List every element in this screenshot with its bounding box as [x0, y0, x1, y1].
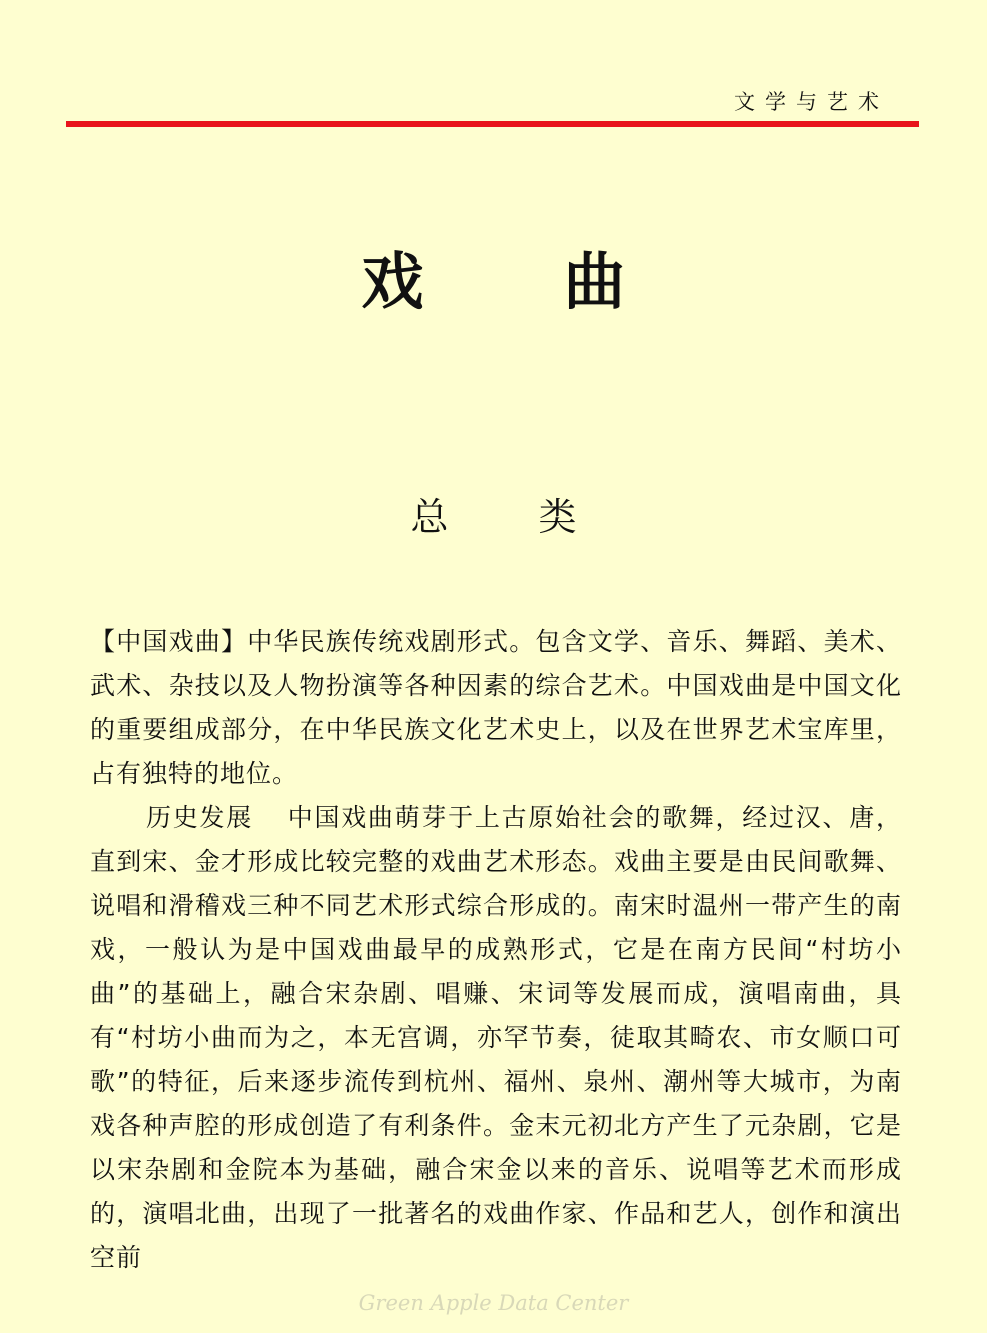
entry-definition-paragraph — [90, 620, 902, 796]
entry-term: 【中国戏曲】 — [90, 627, 248, 656]
history-subheading: 历史发展 — [146, 803, 253, 832]
watermark: Green Apple Data Center — [358, 1291, 629, 1315]
article-body — [90, 620, 902, 1280]
entry-definition: 中华民族传统戏剧形式。包含文学、音乐、舞蹈、美术、武术、杂技以及人物扮演等各种因素的综合艺术。中国戏曲是中国文化的重要组成部分，在中华民族文化艺术史上，以及在世界艺术宝库里，占有独特的地位。 — [90, 627, 902, 788]
header-divider — [66, 121, 919, 127]
history-paragraph — [90, 796, 902, 1280]
section-subtitle: 总类 — [410, 495, 667, 539]
section-label: 文学与艺术 — [734, 90, 889, 114]
history-text: 中国戏曲萌芽于上古原始社会的歌舞，经过汉、唐，直到宋、金才形成比较完整的戏曲艺术形态。戏曲主要是由民间歌舞、说唱和滑稽戏三种不同艺术形式综合形成的。南宋时温州一带产生的南戏，一般认为是中国戏曲最早的成熟形式，它是在南方民间“村坊小曲”的基础上，融合宋杂剧、唱赚、宋词等发展而成，演唱南曲，具有“村坊小曲而为之，本无宫调，亦罕节奏，徒取其畸农、市女顺口可歌”的特征，后来逐步流传到杭州、福州、泉州、潮州等大城市，为南戏各种声腔的形成创造了有利条件。金末元初北方产生了元杂剧，它是以宋杂剧和金院本为基础，融合宋金以来的音乐、说唱等艺术而形成的，演唱北曲，出现了一批著名的戏曲作家、作品和艺人，创作和演出空前 — [90, 803, 902, 1272]
page-title: 戏曲 — [361, 245, 766, 318]
